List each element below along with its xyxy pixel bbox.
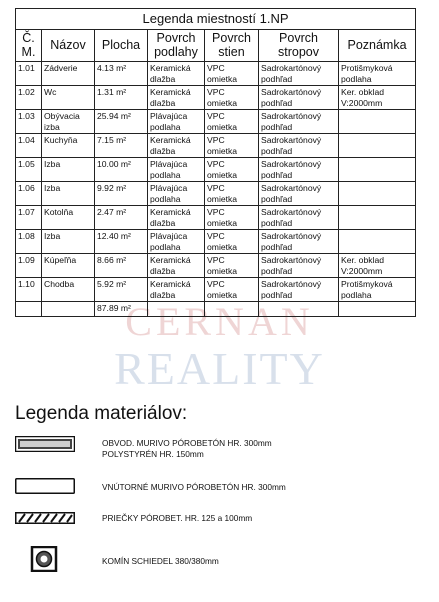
- cell-area: 1.31 m²: [95, 86, 148, 110]
- total-area: 87.89 m²: [95, 302, 148, 317]
- cell-area: 25.94 m²: [95, 110, 148, 134]
- cell-ceiling: Sadrokartónový podhľad: [259, 110, 339, 134]
- cell-note: [339, 158, 416, 182]
- cell-walls: VPC omietka: [205, 86, 259, 110]
- empty-cell: [16, 302, 42, 317]
- cell-num: 1.09: [16, 254, 42, 278]
- cell-walls: VPC omietka: [205, 230, 259, 254]
- header-num: Č. M.: [16, 30, 42, 62]
- watermark-line-1: CERNAN: [125, 299, 314, 344]
- cell-area: 12.40 m²: [95, 230, 148, 254]
- header-ceiling: Povrch stropov: [259, 30, 339, 62]
- total-row: [16, 302, 416, 317]
- cell-walls: VPC omietka: [205, 254, 259, 278]
- cell-num: 1.05: [16, 158, 42, 182]
- watermark-line-2: REALITY: [114, 343, 325, 394]
- cell-note: Ker. obklad V:2000mm: [339, 254, 416, 278]
- table-row: [16, 110, 416, 134]
- cell-name: Izba: [42, 182, 95, 206]
- cell-name: Wc: [42, 86, 95, 110]
- material-text-1: VNÚTORNÉ MURIVO PÓROBETÓN HR. 300mm: [102, 482, 286, 492]
- material-text-1: PRIEČKY PÓROBET. HR. 125 a 100mm: [102, 513, 253, 523]
- cell-floor: Keramická dlažba: [148, 254, 205, 278]
- cell-num: 1.02: [16, 86, 42, 110]
- material-item: [15, 478, 425, 504]
- header-note: Poznámka: [339, 30, 416, 62]
- table-title: Legenda miestností 1.NP: [16, 9, 416, 30]
- cell-name: Izba: [42, 158, 95, 182]
- table-row: [16, 158, 416, 182]
- material-text-1: KOMÍN SCHIEDEL 380/380mm: [102, 556, 219, 566]
- cell-area: 10.00 m²: [95, 158, 148, 182]
- cell-walls: VPC omietka: [205, 182, 259, 206]
- cell-walls: VPC omietka: [205, 134, 259, 158]
- cell-floor: Keramická dlažba: [148, 134, 205, 158]
- cell-floor: Plávajúca podlaha: [148, 110, 205, 134]
- inner-wall-icon: [15, 478, 75, 494]
- cell-num: 1.07: [16, 206, 42, 230]
- material-item: [15, 546, 425, 572]
- empty-cell: [205, 302, 259, 317]
- cell-name: Chodba: [42, 278, 95, 302]
- cell-note: Protišmyková podlaha: [339, 62, 416, 86]
- material-text-2: POLYSTYRÉN HR. 150mm: [102, 448, 204, 459]
- empty-cell: [339, 302, 416, 317]
- empty-cell: [148, 302, 205, 317]
- cell-ceiling: Sadrokartónový podhľad: [259, 206, 339, 230]
- cell-name: Kúpeľňa: [42, 254, 95, 278]
- cell-ceiling: Sadrokartónový podhľad: [259, 182, 339, 206]
- cell-note: Protišmyková podlaha: [339, 278, 416, 302]
- cell-name: Kuchyňa: [42, 134, 95, 158]
- header-area: Plocha: [95, 30, 148, 62]
- cell-ceiling: Sadrokartónový podhľad: [259, 230, 339, 254]
- room-legend-table: [15, 8, 416, 317]
- material-item: [15, 512, 425, 538]
- cell-area: 8.66 m²: [95, 254, 148, 278]
- table-row: [16, 206, 416, 230]
- cell-floor: Keramická dlažba: [148, 278, 205, 302]
- header-walls: Povrch stien: [205, 30, 259, 62]
- table-row: [16, 254, 416, 278]
- table-row: [16, 182, 416, 206]
- table-row: [16, 86, 416, 110]
- cell-ceiling: Sadrokartónový podhľad: [259, 134, 339, 158]
- cell-walls: VPC omietka: [205, 278, 259, 302]
- header-floor: Povrch podlahy: [148, 30, 205, 62]
- cell-floor: Keramická dlažba: [148, 86, 205, 110]
- cell-floor: Plávajúca podlaha: [148, 182, 205, 206]
- header-name: Názov: [42, 30, 95, 62]
- empty-cell: [259, 302, 339, 317]
- cell-note: [339, 230, 416, 254]
- cell-walls: VPC omietka: [205, 206, 259, 230]
- cell-ceiling: Sadrokartónový podhľad: [259, 62, 339, 86]
- table-row: [16, 230, 416, 254]
- cell-num: 1.06: [16, 182, 42, 206]
- cell-ceiling: Sadrokartónový podhľad: [259, 86, 339, 110]
- table-row: [16, 62, 416, 86]
- cell-num: 1.04: [16, 134, 42, 158]
- cell-area: 2.47 m²: [95, 206, 148, 230]
- cell-ceiling: Sadrokartónový podhľad: [259, 278, 339, 302]
- table-body: [16, 62, 416, 317]
- cell-area: 4.13 m²: [95, 62, 148, 86]
- cell-name: Zádverie: [42, 62, 95, 86]
- material-item: [15, 436, 425, 462]
- cell-ceiling: Sadrokartónový podhľad: [259, 254, 339, 278]
- partition-hatch-icon: [15, 512, 75, 524]
- cell-area: 5.92 m²: [95, 278, 148, 302]
- cell-name: Izba: [42, 230, 95, 254]
- materials-title: Legenda materiálov:: [15, 403, 188, 424]
- cell-area: 7.15 m²: [95, 134, 148, 158]
- cell-note: [339, 182, 416, 206]
- cell-area: 9.92 m²: [95, 182, 148, 206]
- cell-num: 1.10: [16, 278, 42, 302]
- cell-note: [339, 110, 416, 134]
- empty-cell: [42, 302, 95, 317]
- cell-num: 1.08: [16, 230, 42, 254]
- cell-walls: VPC omietka: [205, 62, 259, 86]
- cell-walls: VPC omietka: [205, 158, 259, 182]
- cell-walls: VPC omietka: [205, 110, 259, 134]
- cell-note: [339, 206, 416, 230]
- table-row: [16, 134, 416, 158]
- cell-floor: Plávajúca podlaha: [148, 158, 205, 182]
- cell-floor: Keramická dlažba: [148, 206, 205, 230]
- cell-note: [339, 134, 416, 158]
- table-row: [16, 278, 416, 302]
- material-text-1: OBVOD. MURIVO PÓROBETÓN HR. 300mm: [102, 438, 272, 448]
- cell-floor: Plávajúca podlaha: [148, 230, 205, 254]
- cell-ceiling: Sadrokartónový podhľad: [259, 158, 339, 182]
- cell-name: Kotolňa: [42, 206, 95, 230]
- cell-note: Ker. obklad V:2000mm: [339, 86, 416, 110]
- cell-name: Obývacia izba: [42, 110, 95, 134]
- chimney-icon: [15, 546, 75, 572]
- cell-floor: Keramická dlažba: [148, 62, 205, 86]
- cell-num: 1.01: [16, 62, 42, 86]
- cell-num: 1.03: [16, 110, 42, 134]
- outer-wall-hatch-icon: [15, 436, 75, 452]
